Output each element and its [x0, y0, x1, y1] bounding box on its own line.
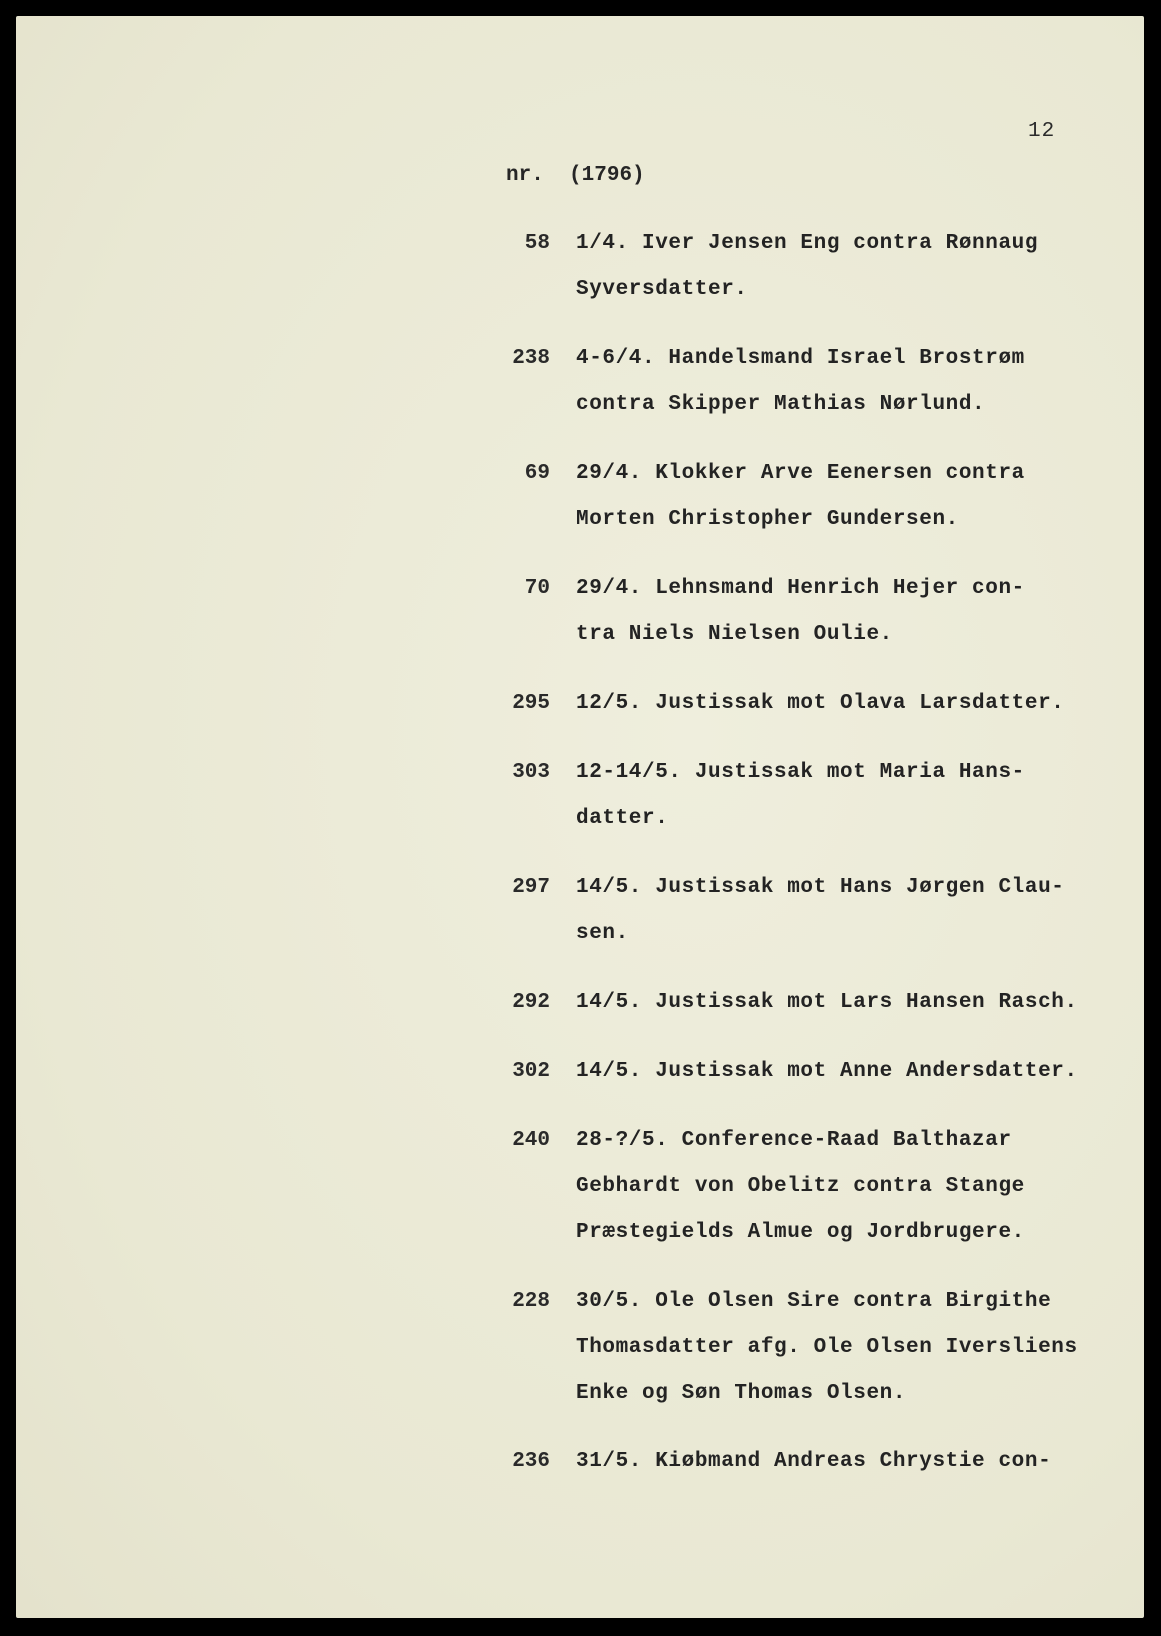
nr-label: nr.: [506, 164, 544, 187]
entry-text-line: 28-?/5. Conference-Raad Balthazar: [576, 1129, 1012, 1152]
entry-number: 302: [512, 1060, 550, 1083]
entry-text-line: 12-14/5. Justissak mot Maria Hans-: [576, 761, 1025, 784]
entry-text-line: 29/4. Lehnsmand Henrich Hejer con-: [576, 577, 1025, 600]
entry-text-line: 1/4. Iver Jensen Eng contra Rønnaug: [576, 232, 1039, 255]
page-number: 12: [1028, 120, 1056, 143]
entry-number: 69: [524, 462, 550, 485]
entry-number: 236: [512, 1450, 550, 1473]
entry-text-line: 29/4. Klokker Arve Eenersen contra: [576, 462, 1025, 485]
entry-text-line: 30/5. Ole Olsen Sire contra Birgithe: [576, 1290, 1052, 1313]
entry-number: 240: [512, 1129, 550, 1152]
page-header: [506, 164, 645, 187]
entry-text-line: 14/5. Justissak mot Lars Hansen Rasch.: [576, 991, 1078, 1014]
entry-text-line: datter.: [576, 807, 669, 830]
entry-text-line: Thomasdatter afg. Ole Olsen Iversliens: [576, 1336, 1078, 1359]
entry-text-line: sen.: [576, 922, 629, 945]
entry-number: 70: [524, 577, 550, 600]
document-page: [16, 16, 1144, 1618]
year-label: (1796): [569, 164, 645, 187]
entry-text-line: Gebhardt von Obelitz contra Stange: [576, 1175, 1025, 1198]
entry-number: 238: [512, 347, 550, 370]
entry-number: 292: [512, 991, 550, 1014]
entry-text-line: contra Skipper Mathias Nørlund.: [576, 393, 986, 416]
entry-text-line: 14/5. Justissak mot Anne Andersdatter.: [576, 1060, 1078, 1083]
entry-text-line: tra Niels Nielsen Oulie.: [576, 623, 893, 646]
entry-text-line: Præstegields Almue og Jordbrugere.: [576, 1221, 1025, 1244]
entry-text-line: Enke og Søn Thomas Olsen.: [576, 1382, 907, 1405]
entry-text-line: Syversdatter.: [576, 278, 748, 301]
entry-number: 303: [512, 761, 550, 784]
entry-number: 297: [512, 876, 550, 899]
entry-number: 58: [524, 232, 550, 255]
entry-text-line: 31/5. Kiøbmand Andreas Chrystie con-: [576, 1450, 1052, 1473]
entry-text-line: 4-6/4. Handelsmand Israel Brostrøm: [576, 347, 1025, 370]
entry-text-line: 14/5. Justissak mot Hans Jørgen Clau-: [576, 876, 1065, 899]
entry-text-line: 12/5. Justissak mot Olava Larsdatter.: [576, 692, 1065, 715]
entry-number: 295: [512, 692, 550, 715]
entry-text-line: Morten Christopher Gundersen.: [576, 508, 959, 531]
entry-number: 228: [512, 1290, 550, 1313]
